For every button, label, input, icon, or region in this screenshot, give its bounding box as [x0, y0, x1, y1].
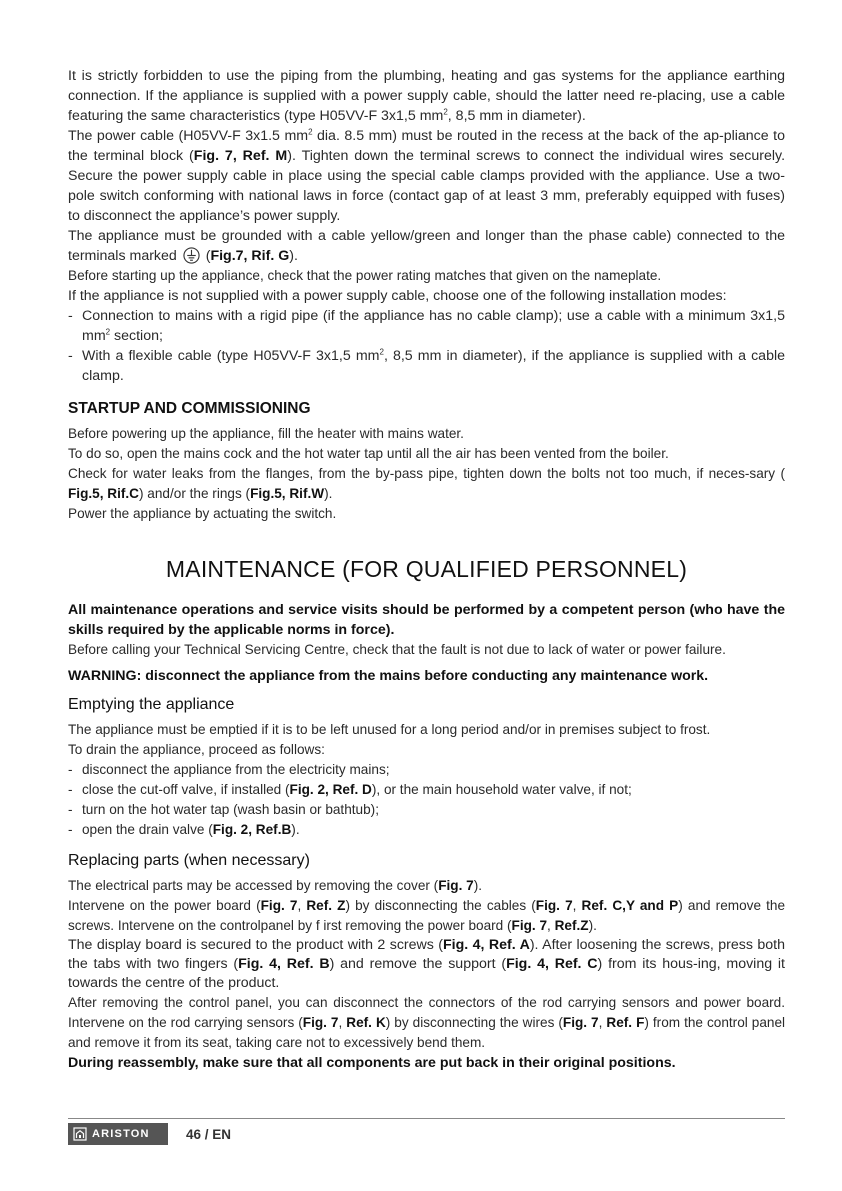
- replacing-heading: Replacing parts (when necessary): [68, 852, 310, 869]
- list-item: - open the drain valve (Fig. 2, Ref.B).: [68, 820, 785, 840]
- list-item: - disconnect the appliance from the electricity mains;: [68, 760, 785, 780]
- startup-paragraph-3: Check for water leaks from the flanges, from the by-pass pipe, tighten down the bolts not too much, if neces-sary ( Fig.5, Rif.C) and/or the rings (Fig.5, Rif.W).: [68, 466, 785, 501]
- page-content: [68, 66, 785, 1073]
- list-item: - Connection to mains with a rigid pipe (if the appliance has no cable clamp); use a cable with a minimum 3x1,5 $mm^2$ section;: [68, 306, 785, 346]
- startup-paragraph-4: Power the appliance by actuating the switch.: [68, 506, 337, 521]
- reassembly-note: During reassembly, make sure that all components are put back in their original positions.: [68, 1055, 676, 1071]
- list-item: - close the cut-off valve, if installed (Fig. 2, Ref. D), or the main household water valve, if not;: [68, 780, 785, 800]
- ariston-logo: [68, 1123, 168, 1145]
- emptying-paragraph-2: To drain the appliance, proceed as follows:: [68, 742, 325, 757]
- startup-paragraph-2: To do so, open the mains cock and the hot water tap until all the air has been vented from the boiler.: [68, 446, 669, 461]
- installation-modes-list: [68, 306, 785, 386]
- intro-paragraph-3: The appliance must be grounded with a cable yellow/green and longer than the phase cable) connected to the terminals marked (Fig.7, Rif. G).: [68, 228, 785, 264]
- brand-name: ARISTON: [92, 1128, 150, 1140]
- replacing-paragraph-3: The display board is secured to the product with 2 screws (Fig. 4, Ref. A). After loosening the screws, press both the tabs with two fingers (Fig. 4, Ref. B) and remove the support (Fig. 4, Ref. C) from its hous-ing, moving it towards the centre of the product.: [68, 937, 785, 991]
- startup-paragraph-1: Before powering up the appliance, fill the heater with mains water.: [68, 426, 464, 441]
- list-item: - With a flexible cable (type H05VV-F 3x1,5 $mm^2$, 8,5 mm in diameter), if the appliance is supplied with a cable clamp.: [68, 346, 785, 386]
- intro-paragraph-2: The power cable (H05VV-F 3x1.5 $mm^2$ dia. 8.5 mm) must be routed in the recess at the back of the ap-pliance to the terminal block (Fig. 7, Ref. M). Tighten down the terminal screws to connect the individual wires securely. Secure the power supply cable in place using the special cable clamps provided with the appliance. Use a two-pole switch conforming with national laws in force (contact gap of at least 3 mm, preferably equipped with fuses) to disconnect the appliance’s power supply.: [68, 127, 786, 224]
- list-item: - turn on the hot water tap (wash basin or bathtub);: [68, 800, 785, 820]
- earth-ground-icon: [183, 247, 200, 264]
- replacing-paragraph-4: After removing the control panel, you can disconnect the connectors of the rod carrying sensors and power board. Intervene on the rod carrying sensors (Fig. 7, Ref. K) by disconnecting the wires (Fig. 7, Ref. F) from the control panel and remove it from its seat, taking care not to excessively bend them.: [68, 995, 786, 1050]
- page-number: 46 / EN: [186, 1127, 232, 1142]
- intro-paragraph-4: Before starting up the appliance, check that the power rating matches that given on the nameplate.: [68, 268, 662, 283]
- maintenance-warning: WARNING: disconnect the appliance from the mains before conducting any maintenance work.: [68, 668, 709, 684]
- startup-heading: STARTUP AND COMMISSIONING: [68, 400, 311, 417]
- maintenance-heading: MAINTENANCE (FOR QUALIFIED PERSONNEL): [165, 556, 688, 582]
- intro-paragraph-5: If the appliance is not supplied with a power supply cable, choose one of the following installation modes:: [68, 288, 727, 304]
- emptying-paragraph-1: The appliance must be emptied if it is to be left unused for a long period and/or in premises subject to frost.: [68, 722, 711, 737]
- intro-paragraph-1: It is strictly forbidden to use the piping from the plumbing, heating and gas systems for the appliance earthing connection. If the appliance is supplied with a power supply cable, should the latter need re-placing, use a cable featuring the same characteristics (type H05VV-F 3x1,5 $mm^2$, 8,5 mm in diameter).: [68, 68, 785, 124]
- replacing-paragraph-1: The electrical parts may be accessed by removing the cover (Fig. 7).: [68, 878, 483, 893]
- emptying-heading: Emptying the appliance: [68, 696, 235, 713]
- house-icon: [73, 1127, 87, 1141]
- draining-steps-list: [68, 760, 785, 840]
- replacing-paragraph-2: Intervene on the power board (Fig. 7, Ref. Z) by disconnecting the cables (Fig. 7, Ref. C,Y and P) and remove the screws. Intervene on the controlpanel by f irst removing the power board (Fig. 7, Ref.Z).: [68, 898, 786, 933]
- maintenance-paragraph-1: Before calling your Technical Servicing Centre, check that the fault is not due to lack of water or power failure.: [68, 642, 726, 657]
- maintenance-bold-paragraph: All maintenance operations and service visits should be performed by a competent person (who have the skills required by the applicable norms in force).: [68, 602, 785, 638]
- page-footer: [68, 1118, 785, 1142]
